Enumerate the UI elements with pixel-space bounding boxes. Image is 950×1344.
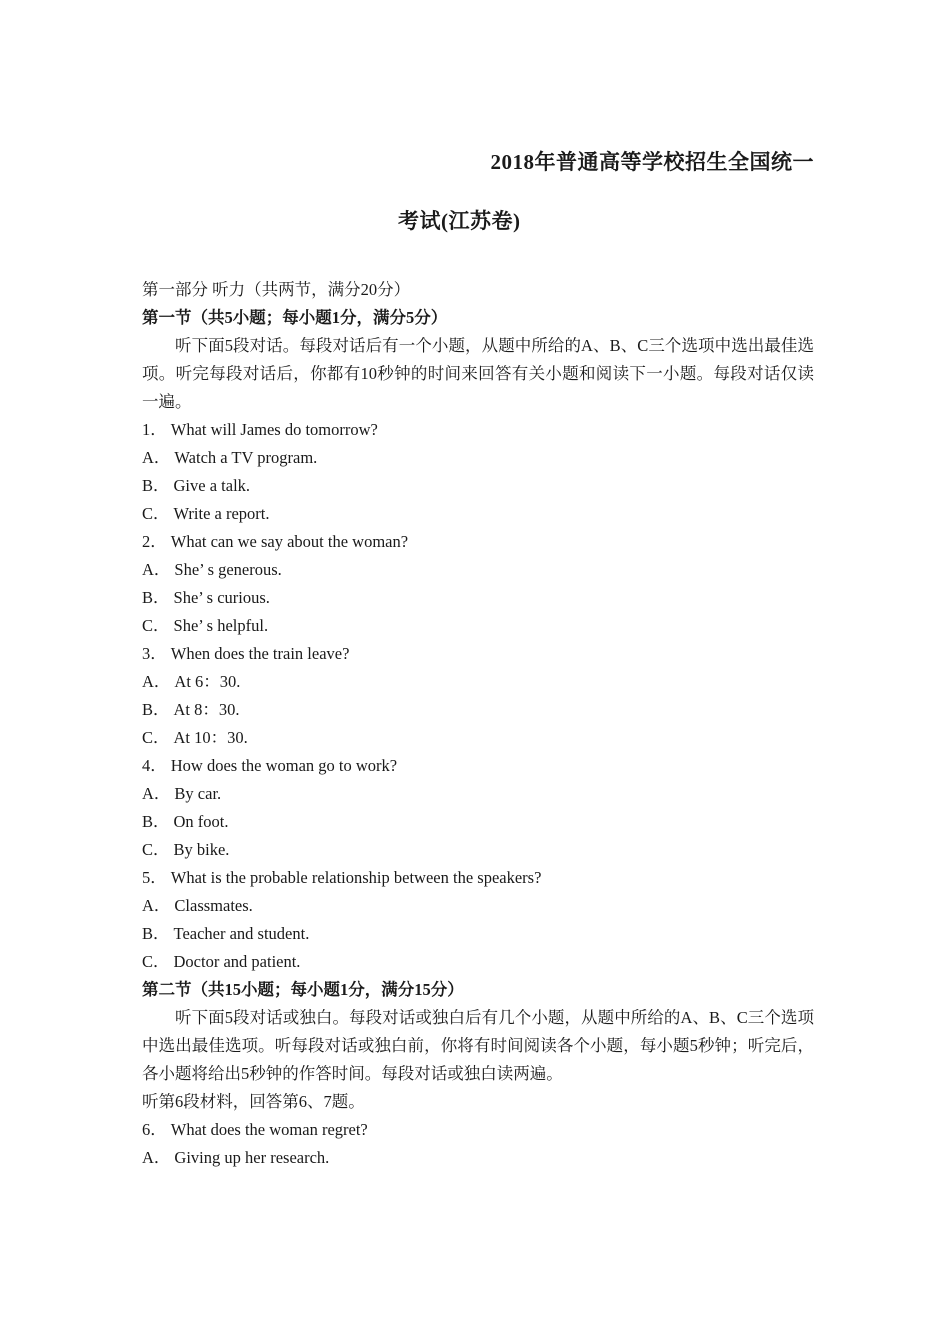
- option-item[interactable]: [142, 556, 814, 584]
- question-text: When does the train leave?: [170, 644, 350, 663]
- option-item[interactable]: [142, 668, 814, 696]
- option-item[interactable]: [142, 1144, 814, 1172]
- option-marker: A．: [142, 672, 171, 691]
- option-text: At 6：30.: [174, 672, 241, 691]
- option-marker: B．: [142, 924, 170, 943]
- option-text: Watch a TV program.: [174, 448, 318, 467]
- option-text: By bike.: [173, 840, 230, 859]
- question-stem: [142, 640, 814, 668]
- option-text: By car.: [174, 784, 222, 803]
- question-stem: [142, 1116, 814, 1144]
- question-text: What can we say about the woman?: [170, 532, 409, 551]
- option-marker: A．: [142, 784, 171, 803]
- option-text: Write a report.: [173, 504, 270, 523]
- option-item[interactable]: [142, 584, 814, 612]
- option-marker: A．: [142, 448, 171, 467]
- question-text: What will James do tomorrow?: [170, 420, 378, 439]
- option-marker: C．: [142, 504, 170, 523]
- option-marker: C．: [142, 616, 170, 635]
- question-number: 1．: [142, 420, 167, 439]
- option-text: Give a talk.: [173, 476, 251, 495]
- option-text: Doctor and patient.: [173, 952, 301, 971]
- option-item[interactable]: [142, 612, 814, 640]
- question-stem: [142, 864, 814, 892]
- option-item[interactable]: [142, 836, 814, 864]
- question-number: 5．: [142, 868, 167, 887]
- option-text: At 10：30.: [173, 728, 248, 747]
- option-marker: A．: [142, 560, 171, 579]
- page-title-line-2: 考试(江苏卷): [398, 209, 521, 233]
- option-item[interactable]: [142, 948, 814, 976]
- question-stem: [142, 416, 814, 444]
- option-item[interactable]: [142, 444, 814, 472]
- question-number: 3．: [142, 644, 167, 663]
- option-item[interactable]: [142, 920, 814, 948]
- question-text: How does the woman go to work?: [170, 756, 398, 775]
- page-content: [142, 0, 814, 1172]
- option-marker: B．: [142, 700, 170, 719]
- question-stem: [142, 752, 814, 780]
- option-text: She’ s helpful.: [173, 616, 269, 635]
- option-text: She’ s generous.: [174, 560, 282, 579]
- option-item[interactable]: [142, 780, 814, 808]
- option-text: Classmates.: [174, 896, 253, 915]
- option-text: At 8：30.: [173, 700, 240, 719]
- question-text: What does the woman regret?: [170, 1120, 368, 1139]
- option-text: Giving up her research.: [174, 1148, 330, 1167]
- option-item[interactable]: [142, 472, 814, 500]
- option-marker: C．: [142, 728, 170, 747]
- option-marker: C．: [142, 840, 170, 859]
- question-text: What is the probable relationship between the speakers?: [170, 868, 542, 887]
- option-item[interactable]: [142, 808, 814, 836]
- option-item[interactable]: [142, 696, 814, 724]
- option-text: On foot.: [173, 812, 229, 831]
- question-number: 4．: [142, 756, 167, 775]
- question-stem: [142, 528, 814, 556]
- question-number: 2．: [142, 532, 167, 551]
- page-title-line-1: 2018年普通高等学校招生全国统一: [490, 150, 814, 174]
- option-text: Teacher and student.: [173, 924, 310, 943]
- option-marker: B．: [142, 812, 170, 831]
- option-marker: A．: [142, 1148, 171, 1167]
- question-number: 6．: [142, 1120, 167, 1139]
- option-marker: B．: [142, 476, 170, 495]
- option-marker: B．: [142, 588, 170, 607]
- option-text: She’ s curious.: [173, 588, 270, 607]
- part-one-heading: 第一部分 听力（共两节，满分20分）: [142, 280, 411, 299]
- section-one-heading: 第一节（共5小题；每小题1分，满分5分）: [142, 308, 448, 327]
- option-item[interactable]: [142, 724, 814, 752]
- option-item[interactable]: [142, 500, 814, 528]
- option-marker: A．: [142, 896, 171, 915]
- option-item[interactable]: [142, 892, 814, 920]
- audio-material-cue: 听第6段材料，回答第6、7题。: [142, 1092, 365, 1111]
- section-one-instructions: 听下面5段对话。每段对话后有一个小题，从题中所给的A、B、C三个选项中选出最佳选项。听完每段对话后，你都有10秒钟的时间来回答有关小题和阅读下一小题。每段对话仅读一遍。: [142, 336, 814, 411]
- option-marker: C．: [142, 952, 170, 971]
- section-two-heading: 第二节（共15小题；每小题1分，满分15分）: [142, 980, 464, 999]
- section-two-instructions: 听下面5段对话或独白。每段对话或独白后有几个小题，从题中所给的A、B、C三个选项中选出最佳选项。听每段对话或独白前，你将有时间阅读各个小题，每小题5秒钟；听完后，各小题将给出5秒钟的作答时间。每段对话或独白读两遍。: [142, 1008, 814, 1083]
